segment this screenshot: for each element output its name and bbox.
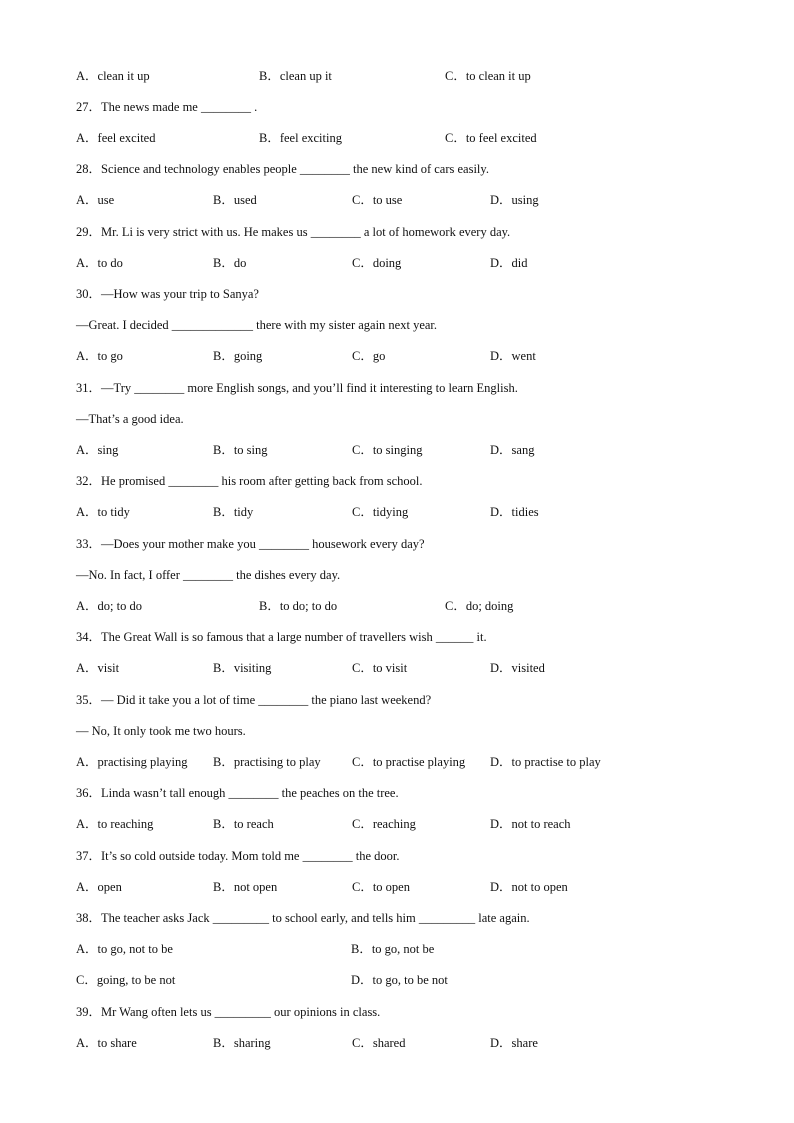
q39-option-a: A．to share <box>76 1036 137 1050</box>
q33-stem: 33．—Does your mother make you ________ housework every day? <box>76 537 425 551</box>
q35-option-d: D．to practise to play <box>490 755 601 769</box>
q31-option-a: A．sing <box>76 443 119 457</box>
q39-stem: 39．Mr Wang often lets us _________ our opinions in class. <box>76 1005 381 1019</box>
q36-option-b: B．to reach <box>213 817 274 831</box>
q28-stem: 28．Science and technology enables people ________ the new kind of cars easily. <box>76 162 489 176</box>
q30-stem: 30．—How was your trip to Sanya? <box>76 287 259 301</box>
q28-option-b: B．used <box>213 193 257 207</box>
q33-option-c: C．do; doing <box>445 599 514 613</box>
q36-stem: 36．Linda wasn’t tall enough ________ the peaches on the tree. <box>76 786 399 800</box>
q30-stem-reply: —Great. I decided _____________ there with my sister again next year. <box>76 318 438 332</box>
q28-option-d: D．using <box>490 193 539 207</box>
q26-option-a: A．clean it up <box>76 69 150 83</box>
q37-option-a: A．open <box>76 880 122 894</box>
q30-option-b: B．going <box>213 349 263 363</box>
q38-stem: 38．The teacher asks Jack _________ to school early, and tells him _________ late again. <box>76 911 530 925</box>
q29-option-d: D．did <box>490 256 528 270</box>
q32-option-c: C．tidying <box>352 505 409 519</box>
q27-stem: 27．The news made me ________ . <box>76 100 258 114</box>
q32-option-a: A．to tidy <box>76 505 130 519</box>
q36-option-d: D．not to reach <box>490 817 571 831</box>
q26-option-b: B．clean up it <box>259 69 332 83</box>
q26-option-c: C．to clean it up <box>445 69 531 83</box>
q34-option-d: D．visited <box>490 661 545 675</box>
q34-option-a: A．visit <box>76 661 120 675</box>
q32-stem: 32．He promised ________ his room after getting back from school. <box>76 474 423 488</box>
q37-option-c: C．to open <box>352 880 410 894</box>
q39-option-d: D．share <box>490 1036 538 1050</box>
q29-option-c: C．doing <box>352 256 402 270</box>
q34-stem: 34．The Great Wall is so famous that a large number of travellers wish ______ it. <box>76 630 487 644</box>
q33-option-a: A．do; to do <box>76 599 142 613</box>
q29-option-b: B．do <box>213 256 247 270</box>
q38-option-a: A．to go, not to be <box>76 942 173 956</box>
q29-option-a: A．to do <box>76 256 123 270</box>
q37-stem: 37．It’s so cold outside today. Mom told me ________ the door. <box>76 849 400 863</box>
q37-option-b: B．not open <box>213 880 278 894</box>
q33-stem-reply: —No. In fact, I offer ________ the dishes every day. <box>76 568 341 582</box>
q34-option-c: C．to visit <box>352 661 408 675</box>
q28-option-a: A．use <box>76 193 115 207</box>
q36-option-a: A．to reaching <box>76 817 154 831</box>
q27-option-b: B．feel exciting <box>259 131 342 145</box>
q39-option-b: B．sharing <box>213 1036 271 1050</box>
q35-option-b: B．practising to play <box>213 755 321 769</box>
q31-option-d: D．sang <box>490 443 535 457</box>
q35-stem-reply: — No, It only took me two hours. <box>76 724 246 738</box>
q30-option-d: D．went <box>490 349 536 363</box>
q31-stem: 31．—Try ________ more English songs, and you’ll find it interesting to learn English. <box>76 381 518 395</box>
q35-stem: 35．— Did it take you a lot of time ________ the piano last weekend? <box>76 693 432 707</box>
q37-option-d: D．not to open <box>490 880 568 894</box>
q32-option-d: D．tidies <box>490 505 539 519</box>
q35-option-c: C．to practise playing <box>352 755 466 769</box>
q27-option-c: C．to feel excited <box>445 131 537 145</box>
q36-option-c: C．reaching <box>352 817 416 831</box>
q34-option-b: B．visiting <box>213 661 272 675</box>
q38-option-b: B．to go, not be <box>351 942 435 956</box>
q31-option-c: C．to singing <box>352 443 423 457</box>
q30-option-c: C．go <box>352 349 386 363</box>
q35-option-a: A．practising playing <box>76 755 188 769</box>
q30-option-a: A．to go <box>76 349 123 363</box>
q31-option-b: B．to sing <box>213 443 268 457</box>
q38-option-d: D．to go, to be not <box>351 973 448 987</box>
q28-option-c: C．to use <box>352 193 403 207</box>
q38-option-c: C．going, to be not <box>76 973 176 987</box>
q29-stem: 29．Mr. Li is very strict with us. He makes us ________ a lot of homework every day. <box>76 225 511 239</box>
q31-stem-reply: —That’s a good idea. <box>76 412 184 426</box>
q33-option-b: B．to do; to do <box>259 599 338 613</box>
q39-option-c: C．shared <box>352 1036 406 1050</box>
q27-option-a: A．feel excited <box>76 131 156 145</box>
q32-option-b: B．tidy <box>213 505 254 519</box>
